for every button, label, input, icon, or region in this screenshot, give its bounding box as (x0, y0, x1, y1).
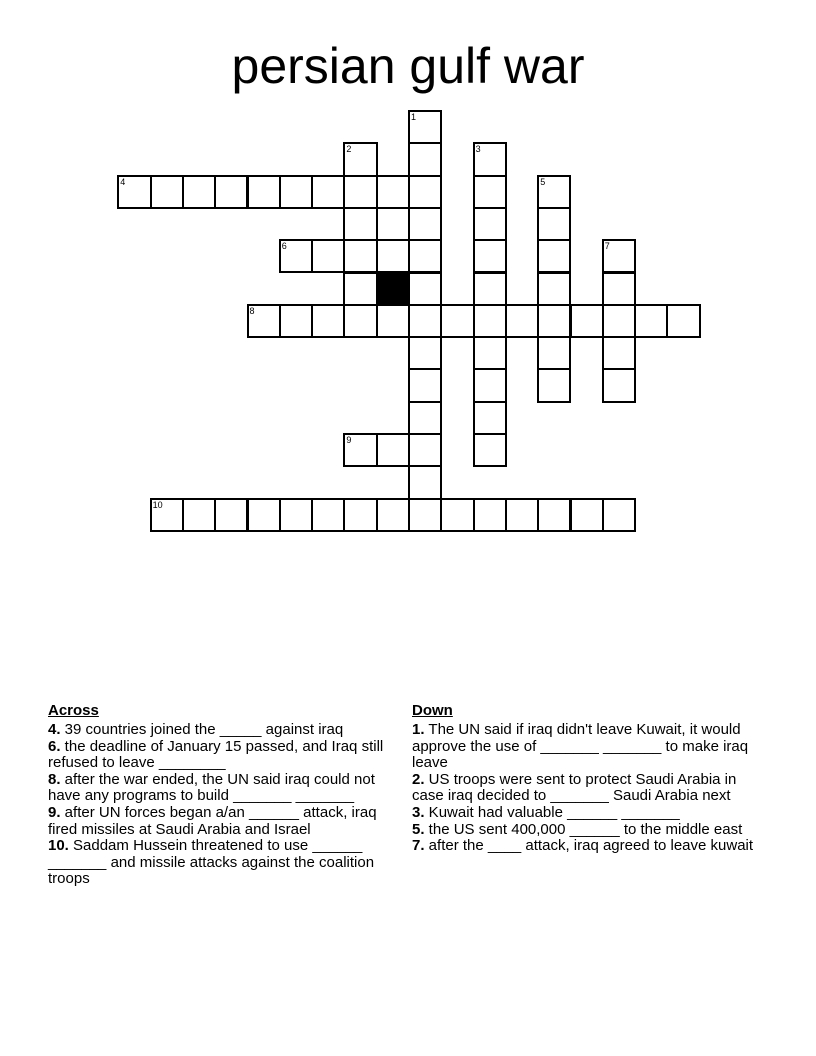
crossword-cell[interactable] (408, 368, 442, 402)
crossword-cell[interactable] (247, 304, 281, 338)
black-square (376, 272, 410, 306)
crossword-cell[interactable] (279, 498, 313, 532)
crossword-cell[interactable] (343, 142, 377, 176)
clue-text: after the war ended, the UN said iraq could not have any programs to build _______ _______ (48, 770, 375, 805)
clue-number: 8. (48, 770, 61, 788)
crossword-cell[interactable] (279, 239, 313, 273)
crossword-cell[interactable] (376, 175, 410, 209)
crossword-cell[interactable] (537, 175, 571, 209)
clue-number: 4. (48, 721, 61, 738)
down-heading: Down (412, 702, 453, 719)
clue-text: 39 countries joined the _____ against iraq (60, 721, 344, 738)
crossword-cell[interactable] (343, 175, 377, 209)
crossword-cell[interactable] (214, 175, 248, 209)
down-clues (412, 702, 768, 855)
clue-number: 2. (412, 770, 425, 788)
down-clue-2 (412, 772, 768, 805)
down-clue-5 (412, 822, 768, 839)
clue-number-label: 4 (120, 176, 126, 187)
crossword-cell[interactable] (408, 498, 442, 532)
clue-text: the deadline of January 15 passed, and Iraq still refused to leave ________ (48, 737, 384, 772)
clue-number-label: 8 (249, 305, 255, 316)
crossword-cell[interactable] (343, 304, 377, 338)
clue-number-label: 5 (540, 176, 546, 187)
crossword-cell[interactable] (408, 239, 442, 273)
clue-text: Saddam Hussein threatened to use ______ _______ and missile attacks against the coalition troops (48, 837, 375, 888)
crossword-cell[interactable] (634, 304, 668, 338)
clue-text: Kuwait had valuable ______ _______ (424, 803, 680, 821)
clue-number: 6. (48, 737, 61, 755)
clue-number-label: 9 (346, 435, 352, 445)
crossword-cell[interactable] (473, 304, 507, 338)
crossword-cell[interactable] (440, 304, 474, 338)
crossword-cell[interactable] (247, 175, 281, 209)
crossword-cell[interactable] (247, 498, 281, 532)
crossword-cell[interactable] (343, 433, 377, 467)
clue-text: the US sent 400,000 ______ to the middle east (424, 820, 743, 838)
crossword-cell[interactable] (440, 498, 474, 532)
crossword-cell[interactable] (343, 272, 377, 306)
crossword-cell[interactable] (473, 336, 507, 370)
across-clue-9 (48, 805, 400, 838)
across-clue-6 (48, 739, 400, 772)
clue-number-label: 3 (475, 144, 481, 155)
crossword-cell[interactable] (408, 175, 442, 209)
clue-text: after the ____ attack, iraq agreed to leave kuwait (424, 837, 754, 855)
down-clue-1 (412, 722, 768, 772)
crossword-cell[interactable] (408, 401, 442, 435)
clue-text: The UN said if iraq didn't leave Kuwait, it would approve the use of _______ _______ to make iraq leave (412, 721, 749, 772)
crossword-cell[interactable] (602, 498, 636, 532)
crossword-cell[interactable] (666, 304, 700, 338)
clue-text: after UN forces began a/an ______ attack, iraq fired missiles at Saudi Arabia and Israel (48, 803, 377, 838)
across-clue-10 (48, 838, 400, 888)
down-clue-7 (412, 838, 768, 855)
clue-number: 5. (412, 820, 425, 838)
crossword-cell[interactable] (343, 239, 377, 273)
clue-number: 3. (412, 803, 425, 821)
crossword-cell[interactable] (473, 498, 507, 532)
crossword-cell[interactable] (473, 175, 507, 209)
crossword-cell[interactable] (343, 207, 377, 241)
crossword-cell[interactable] (473, 401, 507, 435)
crossword-cell[interactable] (408, 336, 442, 370)
crossword-cell[interactable] (537, 368, 571, 402)
crossword-cell[interactable] (182, 175, 216, 209)
across-clues (48, 702, 400, 888)
crossword-cell[interactable] (376, 433, 410, 467)
crossword-cell[interactable] (150, 498, 184, 532)
crossword-cell[interactable] (570, 304, 604, 338)
clue-number-label: 10 (152, 499, 163, 510)
crossword-cell[interactable] (408, 142, 442, 176)
crossword-cell[interactable] (537, 239, 571, 273)
across-heading: Across (48, 702, 99, 719)
clue-number: 1. (412, 721, 425, 738)
clue-number-label: 6 (281, 241, 287, 252)
crossword-cell[interactable] (150, 175, 184, 209)
page-title: persian gulf war (231, 38, 585, 94)
clue-number: 7. (412, 837, 425, 855)
crossword-cell[interactable] (376, 239, 410, 273)
crossword-cell[interactable] (473, 207, 507, 241)
crossword-cell[interactable] (602, 304, 636, 338)
crossword-cell[interactable] (311, 498, 345, 532)
across-clue-4 (48, 722, 400, 739)
crossword-cell[interactable] (602, 239, 636, 273)
crossword-cell[interactable] (311, 304, 345, 338)
crossword-cell[interactable] (505, 498, 539, 532)
crossword-cell[interactable] (570, 498, 604, 532)
clue-number-label: 2 (346, 144, 352, 155)
crossword-cell[interactable] (279, 175, 313, 209)
clue-number: 9. (48, 803, 61, 821)
crossword-cell[interactable] (537, 207, 571, 241)
crossword-cell[interactable] (408, 433, 442, 467)
crossword-cell[interactable] (537, 336, 571, 370)
crossword-cell[interactable] (537, 304, 571, 338)
crossword-cell[interactable] (602, 368, 636, 402)
clue-number-label: 1 (411, 112, 417, 122)
crossword-cell[interactable] (537, 272, 571, 306)
crossword-cell[interactable] (343, 498, 377, 532)
crossword-cell[interactable] (182, 498, 216, 532)
crossword-cell[interactable] (117, 175, 151, 209)
crossword-cell[interactable] (473, 239, 507, 273)
clue-number-label: 7 (604, 241, 610, 252)
crossword-cell[interactable] (602, 272, 636, 306)
crossword-cell[interactable] (311, 175, 345, 209)
down-clue-3 (412, 805, 768, 822)
crossword-cell[interactable] (214, 498, 248, 532)
crossword-cell[interactable] (537, 498, 571, 532)
crossword-cell[interactable] (279, 304, 313, 338)
crossword-cell[interactable] (473, 433, 507, 467)
crossword-cell[interactable] (473, 272, 507, 306)
clue-text: US troops were sent to protect Saudi Arabia in case iraq decided to _______ Saudi Arabia next (412, 770, 737, 805)
crossword-cell[interactable] (408, 465, 442, 499)
crossword-cell[interactable] (408, 304, 442, 338)
clue-number: 10. (48, 837, 69, 855)
crossword-cell[interactable] (311, 239, 345, 273)
crossword-cell[interactable] (473, 142, 507, 176)
across-clue-8 (48, 772, 400, 805)
crossword-cell[interactable] (376, 304, 410, 338)
crossword-cell[interactable] (408, 110, 442, 144)
crossword-cell[interactable] (505, 304, 539, 338)
crossword-cell[interactable] (602, 336, 636, 370)
crossword-cell[interactable] (376, 498, 410, 532)
crossword-cell[interactable] (473, 368, 507, 402)
crossword-cell[interactable] (408, 272, 442, 306)
crossword-cell[interactable] (408, 207, 442, 241)
